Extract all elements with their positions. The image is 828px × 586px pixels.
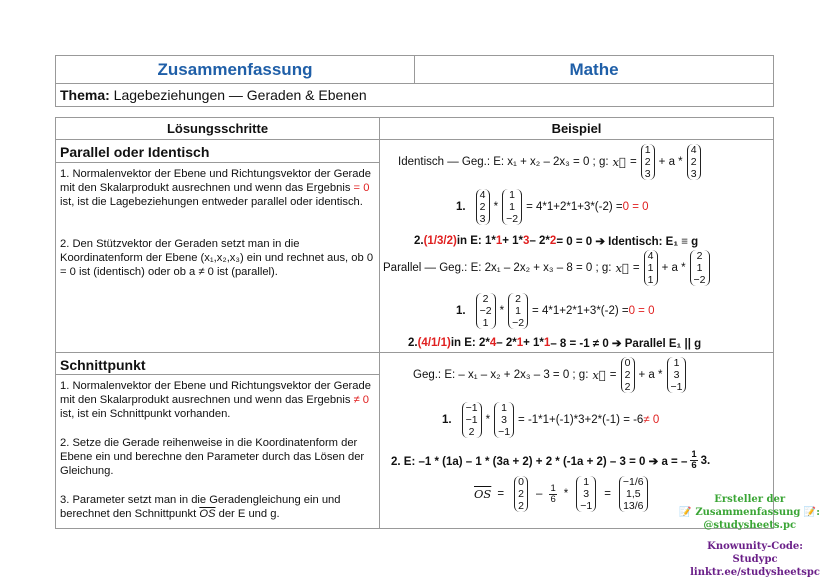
vector	[508, 293, 528, 329]
vector-entry: 1	[482, 317, 489, 329]
vector-entry: 4	[479, 189, 486, 201]
credit-knowunity	[690, 540, 820, 579]
vector-entry: −1	[670, 381, 683, 393]
vector	[494, 402, 514, 438]
vector-entry: 1	[647, 274, 654, 286]
operator: *	[563, 488, 569, 500]
theme-row	[56, 84, 773, 106]
subject-title: Mathe	[569, 60, 619, 79]
vector-entry: 2	[518, 500, 524, 512]
header-row	[56, 56, 773, 84]
header-table	[55, 55, 774, 107]
vector-entry: −1	[465, 402, 478, 414]
operator: + a *	[658, 156, 683, 168]
example-schnittpunkt-step1	[442, 402, 659, 438]
highlight: 1	[495, 235, 503, 247]
text: = 0 = 0 ➔ Identisch: E₁ ≡ g	[556, 236, 699, 248]
result-highlight: 0 = 0	[622, 201, 649, 213]
operator: + a *	[638, 369, 663, 381]
fraction	[690, 450, 697, 471]
page-title: Zusammenfassung	[56, 56, 415, 83]
equation-text: Geg.: E: – x₁ – x₂ + 2x₃ – 3 = 0 ; g:	[413, 369, 589, 381]
vector-entry: −1	[580, 500, 593, 512]
text: – 2*	[496, 337, 517, 349]
text: 2.	[414, 235, 424, 247]
operator: *	[493, 201, 499, 213]
text: + 1*	[523, 337, 544, 349]
vector	[621, 357, 635, 393]
vector-entry: −2	[479, 305, 492, 317]
equation-text: Parallel — Geg.: E: 2x₁ – 2x₂ + x₃ – 8 = 0 ; g:	[383, 262, 612, 274]
vector-entry: 2	[624, 369, 631, 381]
vector-entry: 2	[515, 293, 521, 305]
numerator: 1	[691, 449, 697, 460]
result-text: = 4*1+2*1+3*(-2) =	[526, 201, 623, 213]
vector-entry: −2	[693, 274, 706, 286]
vector-entry: −1/6	[622, 476, 644, 488]
highlight: 1	[543, 337, 551, 349]
step-number: 1.	[442, 414, 452, 426]
vector-entry: 3	[690, 168, 697, 180]
vector-x-symbol: x⃗	[615, 261, 629, 275]
vector	[690, 250, 710, 286]
vector-entry: 4	[647, 250, 654, 262]
vector	[462, 402, 482, 438]
text: in E: 1*	[456, 235, 496, 247]
highlight: (4/1/1)	[417, 337, 451, 349]
vector-entry: 2	[624, 381, 631, 393]
example-schnittpunkt-given	[413, 357, 690, 393]
vector-entry: 0	[518, 476, 524, 488]
vector	[514, 476, 528, 512]
example-identisch-step1	[456, 189, 649, 225]
denominator: 6	[550, 493, 556, 505]
vector-entry: 3	[479, 213, 486, 225]
result-highlight: 0 = 0	[628, 305, 655, 317]
vector-entry: 2	[644, 156, 651, 168]
text: – 2*	[529, 235, 550, 247]
vector-entry: 1	[696, 262, 703, 274]
credit-line: 📝 Zusammenfassung 📝:	[679, 507, 820, 518]
vector-entry: 1	[509, 201, 515, 213]
vector-entry: 3	[583, 488, 590, 500]
text: ist, ist ein Schnittpunkt vorhanden.	[60, 408, 231, 420]
result-text: = -1*1+(-1)*3+2*(-1) = -6	[518, 414, 644, 426]
text: 3.	[700, 454, 711, 467]
vector	[619, 476, 648, 512]
text: 1. Normalenvektor der Ebene und Richtungsvektor der Gerade mit den Skalarprodukt ausrechnen und wenn das Ergebnis	[60, 380, 371, 406]
equals-sign: =	[497, 488, 505, 500]
credit-code: Studypc	[732, 554, 778, 565]
text: in E: 2*	[450, 337, 490, 349]
section2-title-divider	[56, 374, 379, 375]
highlight: = 0	[353, 182, 370, 194]
vector-entry: 2	[482, 293, 489, 305]
step-number: 1.	[456, 305, 466, 317]
vector-entry: 3	[501, 414, 507, 426]
text: 2.	[408, 337, 418, 349]
theme-label: Thema:	[60, 87, 110, 103]
vector-entry: 4	[690, 144, 697, 156]
credit-line: Knowunity-Code:	[707, 541, 803, 552]
vector	[576, 476, 596, 512]
section1-title: Parallel oder Identisch	[60, 144, 210, 160]
vector-entry: 1	[644, 144, 651, 156]
section2-title: Schnittpunkt	[60, 357, 146, 373]
vector-entry: 1	[509, 189, 515, 201]
credit-handle: @studysheets.pc	[703, 520, 797, 531]
vector-x-symbol: x⃗	[592, 368, 606, 382]
section2-step3	[60, 493, 375, 521]
column-header-steps: Lösungsschritte	[56, 118, 379, 140]
vector	[502, 189, 522, 225]
operator: –	[536, 488, 543, 500]
vector-x-symbol: x⃗	[612, 155, 626, 169]
vector-entry: −2	[506, 213, 519, 225]
vector-entry: 1,5	[625, 488, 641, 500]
highlight: ≠ 0	[353, 394, 370, 406]
section1-step2: 2. Den Stützvektor der Geraden setzt man in die Koordinatenform der Ebene (x₁,x₂,x₃) ein und rechnet aus, ob 0 = 0 ist (identisch) oder ob a ≠ 0 ist (parallel).	[60, 238, 374, 278]
numerator: 1	[550, 482, 556, 494]
vector-entry: −1	[498, 426, 511, 438]
result-text: = 4*1+2*1+3*(-2) =	[532, 305, 629, 317]
equals-sign: =	[609, 369, 617, 381]
highlight: (1/3/2)	[423, 235, 457, 247]
vector-entry: 1	[673, 357, 680, 369]
section2-step2: 2. Setze die Gerade reihenweise in die Koordinatenform der Ebene ein und berechne den Parameter durch das Lösen der Gleichung.	[60, 437, 365, 477]
example-identisch-given	[398, 144, 705, 180]
vector-entry: 1	[583, 476, 590, 488]
vector	[476, 293, 496, 329]
highlight: 2	[549, 235, 557, 247]
main-table	[55, 117, 774, 529]
operator: + a *	[661, 262, 686, 274]
example-parallel-step1	[456, 293, 655, 329]
vector-entry: 13/6	[623, 500, 644, 512]
section1-title-divider	[56, 162, 379, 163]
vector-entry: −2	[512, 317, 525, 329]
vector	[641, 144, 655, 180]
credit-line: Ersteller der	[714, 494, 786, 505]
text: 2. E: –1 * (1a) – 1 * (3a + 2) + 2 * (-1a + 2) – 3 = 0 ➔ a = –	[391, 455, 688, 468]
highlight: 1	[516, 337, 524, 349]
example-schnittpunkt-step2	[391, 450, 710, 471]
credit-link[interactable]: linktr.ee/studysheetspc	[690, 567, 820, 578]
vector	[687, 144, 701, 180]
equals-sign: =	[632, 262, 640, 274]
vector-entry: 2	[479, 201, 486, 213]
example-schnittpunkt-step3	[474, 476, 652, 512]
result-highlight: ≠ 0	[643, 414, 660, 426]
vector-entry: 2	[518, 488, 524, 500]
section-divider	[56, 352, 773, 353]
highlight: 4	[489, 337, 497, 349]
vector-entry: 1	[501, 402, 507, 414]
equals-sign: =	[629, 156, 637, 168]
credit-creator	[679, 493, 820, 532]
text: – 8 = -1 ≠ 0 ➔ Parallel E₁ || g	[550, 338, 702, 350]
column-divider	[379, 118, 380, 528]
operator: *	[499, 305, 505, 317]
theme-value: Lagebeziehungen — Geraden & Ebenen	[109, 87, 367, 103]
text: ist, ist die Lagebeziehungen entweder parallel oder identisch.	[60, 196, 363, 208]
vector-entry: 3	[644, 168, 651, 180]
section1-step1	[60, 167, 375, 209]
denominator: 6	[691, 460, 697, 471]
vector-entry: 3	[673, 369, 680, 381]
vector	[667, 357, 687, 393]
vector-entry: 1	[515, 305, 521, 317]
highlight: 3	[523, 235, 530, 247]
text: 3. Parameter setzt man in die Geradengleichung ein und berechnet den Schnittpunkt	[60, 494, 341, 520]
vector-entry: −1	[465, 414, 478, 426]
text: + 1*	[502, 235, 524, 247]
vector-entry: 2	[690, 156, 697, 168]
example-parallel-step2	[408, 336, 701, 350]
column-header-example: Beispiel	[380, 118, 773, 140]
vector-os: $\overline{OS}$	[199, 508, 216, 520]
example-parallel-given	[383, 250, 714, 286]
vector	[476, 189, 490, 225]
vector-entry: 1	[647, 262, 654, 274]
text: der E und g.	[215, 508, 280, 520]
vector-os: $\overline{OS}$	[474, 487, 492, 501]
equation-text: Identisch — Geg.: E: x₁ + x₂ – 2x₃ = 0 ; g:	[398, 156, 609, 168]
operator: *	[485, 414, 491, 426]
step-number: 1.	[456, 201, 466, 213]
example-identisch-step2	[414, 234, 698, 248]
vector	[644, 250, 658, 286]
vector-entry: 2	[696, 250, 703, 262]
text: 1. Normalenvektor der Ebene und Richtungsvektor der Gerade mit den Skalarprodukt ausrechnen und wenn das Ergebnis	[60, 168, 371, 194]
section2-step1	[60, 379, 375, 421]
equals-sign: =	[604, 488, 611, 500]
vector-entry: 0	[624, 357, 631, 369]
vector-entry: 2	[468, 426, 475, 438]
fraction	[549, 484, 556, 505]
